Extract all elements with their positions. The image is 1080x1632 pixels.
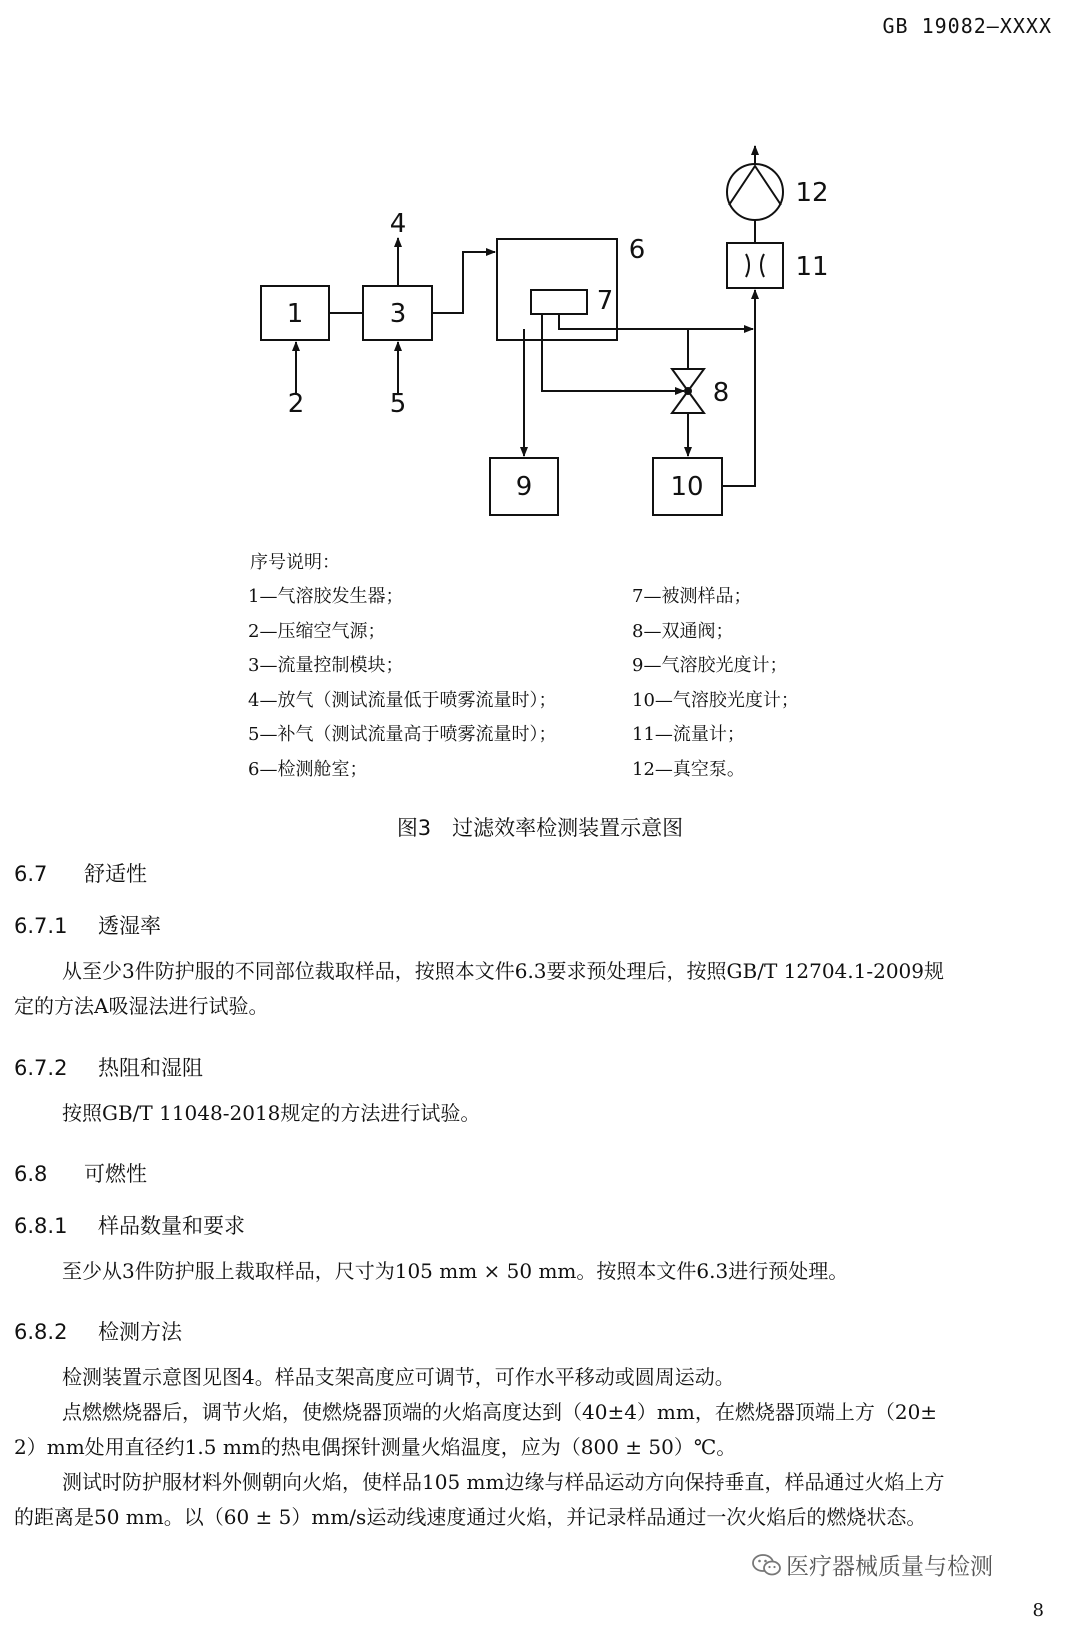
paragraph-line: 测试时防护服材料外侧朝向火焰，使样品105 mm边缘与样品运动方向保持垂直，样品通过火焰上方 xyxy=(62,1470,945,1494)
paragraph-line: 至少从3件防护服上裁取样品，尺寸为105 mm × 50 mm。按照本文件6.3进行预处理。 xyxy=(62,1259,849,1283)
section-number: 6.8 xyxy=(14,1162,48,1186)
label-10: 10 xyxy=(670,472,704,502)
legend-item: 6—检测舱室； xyxy=(248,758,368,780)
box-flowmeter xyxy=(727,243,783,288)
label-7: 7 xyxy=(596,286,614,316)
filtration-efficiency-diagram xyxy=(0,0,1080,530)
legend-item: 3—流量控制模块； xyxy=(248,655,404,676)
label-4: 4 xyxy=(389,209,407,239)
paragraph-line: 的距离是50 mm。以（60 ± 5）mm/s运动线速度通过火焰，并记录样品通过一次火焰后的燃烧状态。 xyxy=(14,1505,927,1529)
legend-item: 11—流量计； xyxy=(632,724,745,745)
section-title: 透湿率 xyxy=(98,914,161,938)
paragraph-line: 检测装置示意图见图4。样品支架高度应可调节，可作水平移动或圆周运动。 xyxy=(62,1365,735,1389)
section-title: 舒适性 xyxy=(84,862,147,886)
legend-item: 12—真空泵。 xyxy=(632,758,745,780)
section-title: 检测方法 xyxy=(98,1320,182,1344)
figure-caption: 图3 过滤效率检测装置示意图 xyxy=(396,816,684,840)
section-number: 6.8.2 xyxy=(14,1320,68,1344)
legend-item: 2—压缩空气源； xyxy=(248,620,386,642)
label-1: 1 xyxy=(286,299,304,329)
watermark-text: 医疗器械质量与检测 xyxy=(786,1554,993,1580)
box-sample xyxy=(531,290,587,314)
label-5: 5 xyxy=(389,389,407,419)
section-number: 6.7 xyxy=(14,862,48,886)
legend-right-column xyxy=(632,580,799,787)
page-number: 8 xyxy=(1032,1600,1044,1621)
section-heading-6-8 xyxy=(14,1158,147,1188)
legend-item: 8—双通阀； xyxy=(632,620,734,642)
legend-item: 9—气溶胶光度计； xyxy=(632,655,788,676)
paragraph-line: 按照GB/T 11048-2018规定的方法进行试验。 xyxy=(62,1101,481,1125)
section-number: 6.8.1 xyxy=(14,1214,68,1238)
section-heading-6-7-1 xyxy=(14,910,161,940)
label-2: 2 xyxy=(287,389,305,419)
section-heading-6-7-2 xyxy=(14,1052,203,1082)
label-11: 11 xyxy=(795,252,829,282)
section-heading-6-8-1 xyxy=(14,1210,245,1240)
paragraph-line: 点燃燃烧器后，调节火焰，使燃烧器顶端的火焰高度达到（40±4）mm，在燃烧器顶端上方（20± xyxy=(62,1400,938,1424)
section-heading-6-7 xyxy=(14,858,147,888)
paragraph-line: 从至少3件防护服的不同部位裁取样品，按照本文件6.3要求预处理后，按照GB/T 12704.1-2009规 xyxy=(62,959,945,983)
section-title: 可燃性 xyxy=(84,1162,147,1186)
legend-title: 序号说明： xyxy=(250,552,340,573)
section-heading-6-8-2 xyxy=(14,1316,182,1346)
legend-item: 5—补气（测试流量高于喷雾流量时）； xyxy=(248,724,557,745)
section-number: 6.7.2 xyxy=(14,1056,68,1080)
section-title: 热阻和湿阻 xyxy=(98,1056,203,1080)
wechat-icon xyxy=(752,1553,782,1577)
label-6: 6 xyxy=(628,235,646,265)
legend-item: 1—气溶胶发生器； xyxy=(248,586,404,607)
paragraph-line: 定的方法A吸湿法进行试验。 xyxy=(14,994,269,1018)
label-3: 3 xyxy=(389,299,407,329)
label-12: 12 xyxy=(795,178,829,208)
section-number: 6.7.1 xyxy=(14,914,68,938)
watermark xyxy=(752,1548,993,1581)
document-code: GB 19082—XXXX xyxy=(882,14,1052,38)
legend-item: 7—被测样品； xyxy=(632,586,752,607)
paragraph-line: 2）mm处用直径约1.5 mm的热电偶探针测量火焰温度，应为（800 ± 50）℃。 xyxy=(14,1435,737,1459)
label-9: 9 xyxy=(515,472,533,502)
legend-item: 10—气溶胶光度计； xyxy=(632,689,799,711)
label-8: 8 xyxy=(712,378,730,408)
vacuum-pump-symbol xyxy=(727,164,783,220)
section-title: 样品数量和要求 xyxy=(98,1214,245,1238)
legend-item: 4—放气（测试流量低于喷雾流量时）； xyxy=(248,689,557,711)
legend-left-column xyxy=(248,580,556,787)
